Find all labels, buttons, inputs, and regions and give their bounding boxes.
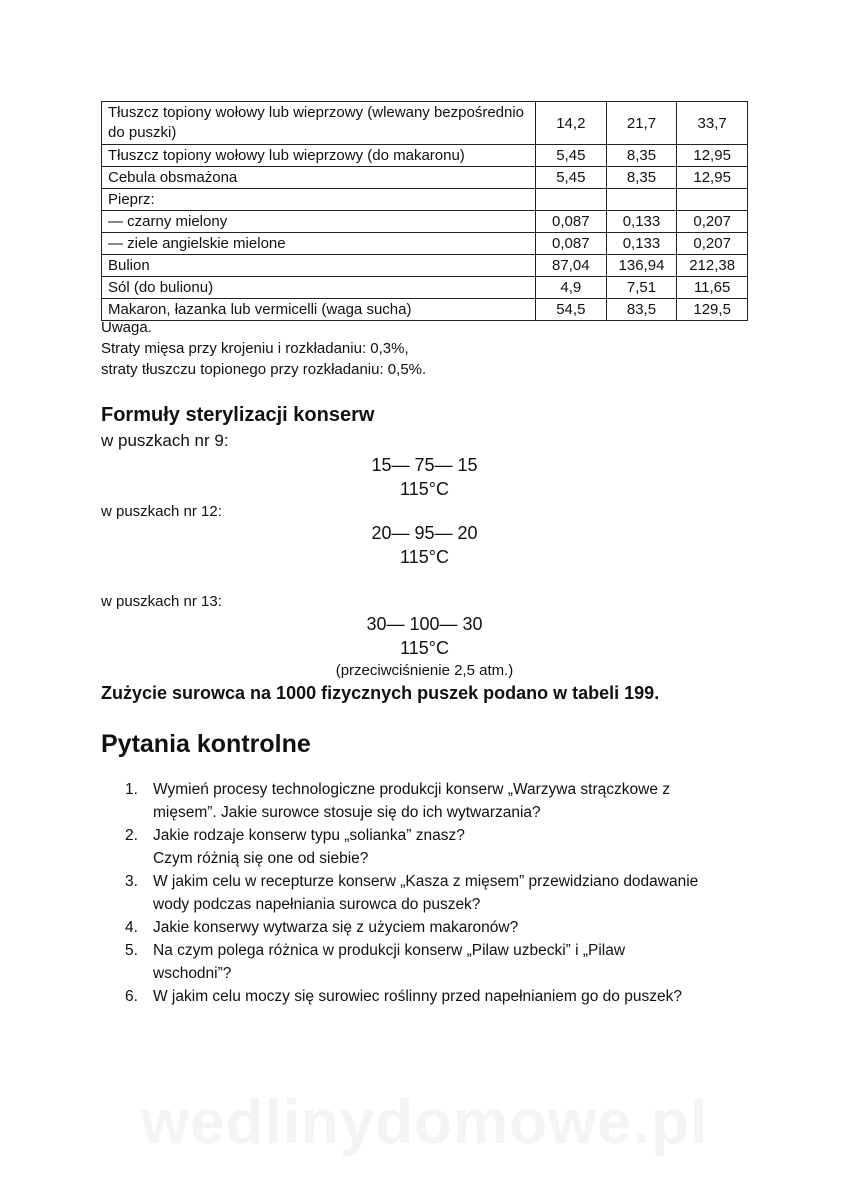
value-cell-1: 87,04 bbox=[536, 255, 607, 277]
question-number: 6. bbox=[125, 988, 138, 1005]
ingredient-name-cell: — ziele angielskie mielone bbox=[102, 233, 536, 255]
counter-pressure-note: (przeciwciśnienie 2,5 atm.) bbox=[335, 662, 514, 679]
value-cell-3: 0,207 bbox=[677, 211, 748, 233]
watermark-logo: wedlinydomowe.pl bbox=[140, 1088, 709, 1157]
ingredient-name-cell: Tłuszcz topiony wołowy lub wieprzowy (wlewany bezpośrednio do puszki) bbox=[102, 102, 536, 145]
ingredient-name-cell: Cebula obsmażona bbox=[102, 167, 536, 189]
value-cell-3: 0,207 bbox=[677, 233, 748, 255]
can13-formula: 30— 100— 30 bbox=[366, 614, 483, 634]
table-row bbox=[102, 299, 748, 321]
can12-label: w puszkach nr 12: bbox=[101, 503, 222, 520]
question-text-line: Wymień procesy technologiczne produkcji konserw „Warzywa strączkowe z bbox=[153, 781, 670, 798]
value-cell-2 bbox=[606, 189, 677, 211]
ingredient-name-cell: — czarny mielony bbox=[102, 211, 536, 233]
can12-temperature: 115°C bbox=[400, 547, 449, 567]
note-title: Uwaga. bbox=[101, 319, 152, 336]
value-cell-3: 12,95 bbox=[677, 167, 748, 189]
table-row bbox=[102, 233, 748, 255]
question-text-line: Czym różnią się one od siebie? bbox=[153, 850, 369, 867]
table-row bbox=[102, 189, 748, 211]
ingredient-name-cell: Bulion bbox=[102, 255, 536, 277]
value-cell-1: 54,5 bbox=[536, 299, 607, 321]
value-cell-1: 4,9 bbox=[536, 277, 607, 299]
can13-label: w puszkach nr 13: bbox=[101, 593, 222, 610]
table-row bbox=[102, 102, 748, 145]
value-cell-2: 0,133 bbox=[606, 233, 677, 255]
ingredients-table bbox=[101, 101, 748, 321]
question-item bbox=[101, 778, 751, 824]
question-item bbox=[101, 939, 751, 985]
value-cell-2: 21,7 bbox=[606, 102, 677, 145]
value-cell-3: 129,5 bbox=[677, 299, 748, 321]
table-row bbox=[102, 277, 748, 299]
question-text-line: wschodni”? bbox=[153, 965, 232, 982]
ingredient-name-cell: Sól (do bulionu) bbox=[102, 277, 536, 299]
value-cell-3 bbox=[677, 189, 748, 211]
question-number: 3. bbox=[125, 873, 138, 890]
value-cell-2: 8,35 bbox=[606, 145, 677, 167]
table-row bbox=[102, 167, 748, 189]
question-text-line: W jakim celu moczy się surowiec roślinny przed napełnianiem go do puszek? bbox=[153, 988, 682, 1005]
question-text-line: mięsem”. Jakie surowce stosuje się do ich wytwarzania? bbox=[153, 804, 541, 821]
value-cell-1: 5,45 bbox=[536, 167, 607, 189]
question-number: 5. bbox=[125, 942, 138, 959]
ingredient-name-cell: Tłuszcz topiony wołowy lub wieprzowy (do makaronu) bbox=[102, 145, 536, 167]
value-cell-2: 83,5 bbox=[606, 299, 677, 321]
can13-temperature: 115°C bbox=[400, 638, 449, 658]
table-row bbox=[102, 145, 748, 167]
table-row bbox=[102, 255, 748, 277]
can12-formula: 20— 95— 20 bbox=[371, 523, 478, 543]
table-row bbox=[102, 211, 748, 233]
note-fat-loss: straty tłuszczu topionego przy rozkładaniu: 0,5%. bbox=[101, 361, 427, 378]
sterilization-heading: Formuły sterylizacji konserw bbox=[101, 404, 375, 426]
question-item bbox=[101, 824, 751, 870]
value-cell-3: 11,65 bbox=[677, 277, 748, 299]
value-cell-2: 0,133 bbox=[606, 211, 677, 233]
raw-material-usage-note: Zużycie surowca na 1000 fizycznych puszek podano w tabeli 199. bbox=[101, 683, 660, 703]
value-cell-1: 14,2 bbox=[536, 102, 607, 145]
ingredient-name-cell: Pieprz: bbox=[102, 189, 536, 211]
value-cell-3: 212,38 bbox=[677, 255, 748, 277]
value-cell-3: 12,95 bbox=[677, 145, 748, 167]
value-cell-1: 0,087 bbox=[536, 233, 607, 255]
value-cell-2: 136,94 bbox=[606, 255, 677, 277]
question-number: 4. bbox=[125, 919, 138, 936]
question-text-line: wody podczas napełniania surowca do puszek? bbox=[153, 896, 481, 913]
control-questions-list bbox=[101, 778, 751, 1008]
question-number: 2. bbox=[125, 827, 138, 844]
note-meat-loss: Straty mięsa przy krojeniu i rozkładaniu: 0,3%, bbox=[101, 340, 409, 357]
value-cell-3: 33,7 bbox=[677, 102, 748, 145]
question-item bbox=[101, 870, 751, 916]
value-cell-2: 8,35 bbox=[606, 167, 677, 189]
value-cell-1: 0,087 bbox=[536, 211, 607, 233]
question-item bbox=[101, 916, 751, 939]
question-text-line: Jakie rodzaje konserw typu „solianka” znasz? bbox=[153, 827, 465, 844]
value-cell-1: 5,45 bbox=[536, 145, 607, 167]
question-item bbox=[101, 985, 751, 1008]
ingredient-name-cell: Makaron, łazanka lub vermicelli (waga sucha) bbox=[102, 299, 536, 321]
can9-formula: 15— 75— 15 bbox=[371, 455, 478, 475]
value-cell-1 bbox=[536, 189, 607, 211]
question-text-line: Jakie konserwy wytwarza się z użyciem makaronów? bbox=[153, 919, 519, 936]
question-text-line: Na czym polega różnica w produkcji konserw „Pilaw uzbecki” i „Pilaw bbox=[153, 942, 626, 959]
can9-label: w puszkach nr 9: bbox=[101, 431, 229, 450]
can9-temperature: 115°C bbox=[400, 479, 449, 499]
question-text-line: W jakim celu w recepturze konserw „Kasza z mięsem” przewidziano dodawanie bbox=[153, 873, 699, 890]
question-number: 1. bbox=[125, 781, 138, 798]
control-questions-heading: Pytania kontrolne bbox=[101, 730, 311, 758]
value-cell-2: 7,51 bbox=[606, 277, 677, 299]
